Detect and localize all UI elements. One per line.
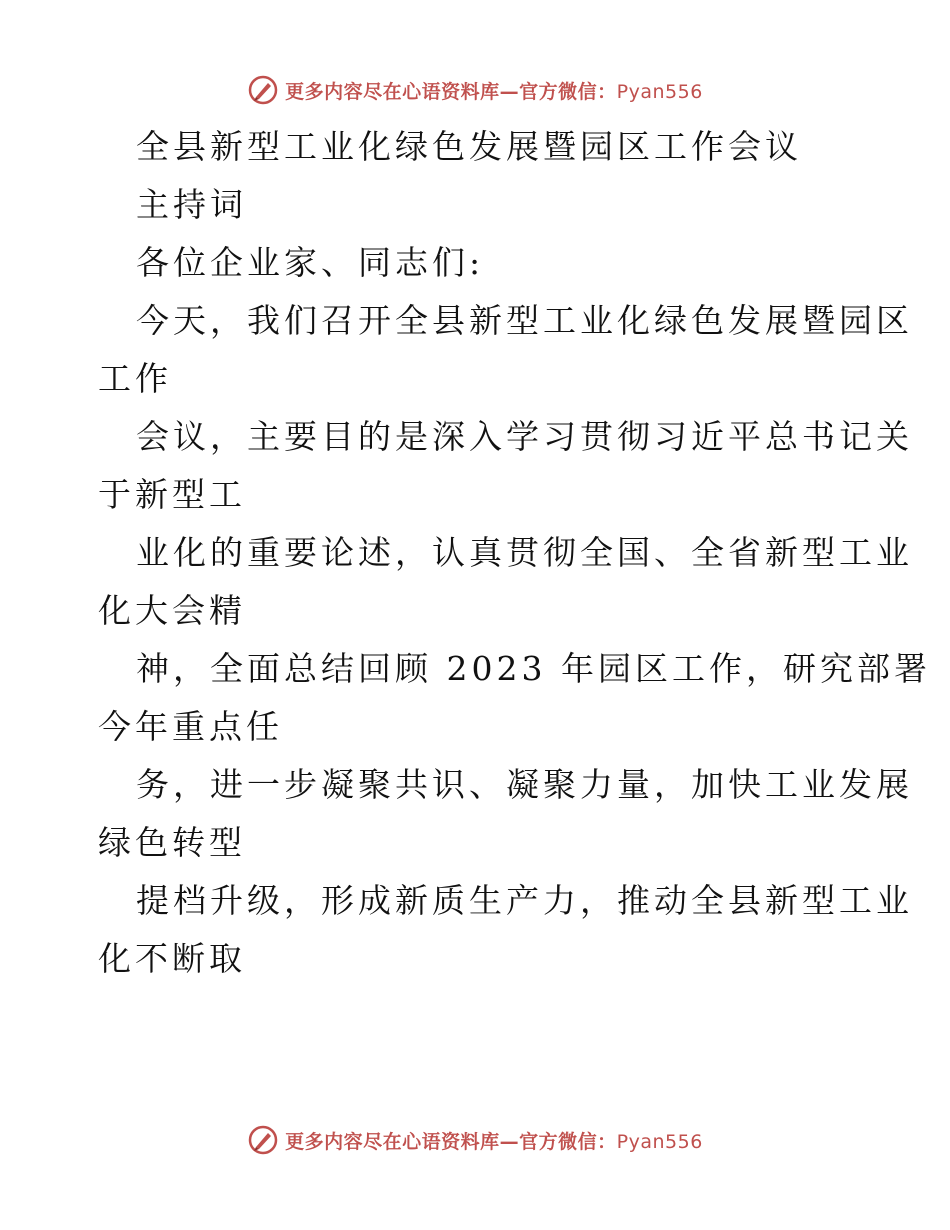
watermark-text: [285, 1127, 703, 1154]
document-body: [98, 118, 931, 988]
doc-paragraph-line: 神，全面总结回顾 2023 年园区工作，研究部署: [136, 649, 931, 688]
doc-paragraph-line: 化不断取: [98, 939, 246, 978]
pen-in-circle-icon: [247, 74, 279, 106]
header-watermark: [0, 70, 950, 110]
doc-title-line-2: 主持词: [136, 185, 247, 224]
doc-title-line-1: 全县新型工业化绿色发展暨园区工作会议: [136, 127, 802, 166]
doc-paragraph-line: 绿色转型: [98, 823, 246, 862]
doc-paragraph-line: 于新型工: [98, 475, 246, 514]
doc-paragraph-line: 化大会精: [98, 591, 246, 630]
watermark-label: 更多内容尽在心语资料库—官方微信：: [285, 80, 617, 103]
doc-salutation: 各位企业家、同志们:: [136, 243, 485, 282]
doc-paragraph-line: 工作: [98, 359, 172, 398]
watermark-label: 更多内容尽在心语资料库—官方微信：: [285, 1130, 617, 1153]
doc-paragraph-line: 务，进一步凝聚共识、凝聚力量，加快工业发展: [136, 765, 913, 804]
doc-paragraph-line: 今天，我们召开全县新型工业化绿色发展暨园区: [136, 301, 913, 340]
watermark-handle: Pyan556: [616, 1130, 703, 1153]
doc-paragraph-line: 业化的重要论述，认真贯彻全国、全省新型工业: [136, 533, 913, 572]
doc-paragraph-line: 会议，主要目的是深入学习贯彻习近平总书记关: [136, 417, 913, 456]
footer-watermark: [0, 1120, 950, 1160]
watermark-text: [285, 77, 703, 104]
pen-in-circle-icon: [247, 1124, 279, 1156]
doc-paragraph-line: 今年重点任: [98, 707, 283, 746]
doc-paragraph-line: 提档升级，形成新质生产力，推动全县新型工业: [136, 881, 913, 920]
watermark-handle: Pyan556: [616, 80, 703, 103]
